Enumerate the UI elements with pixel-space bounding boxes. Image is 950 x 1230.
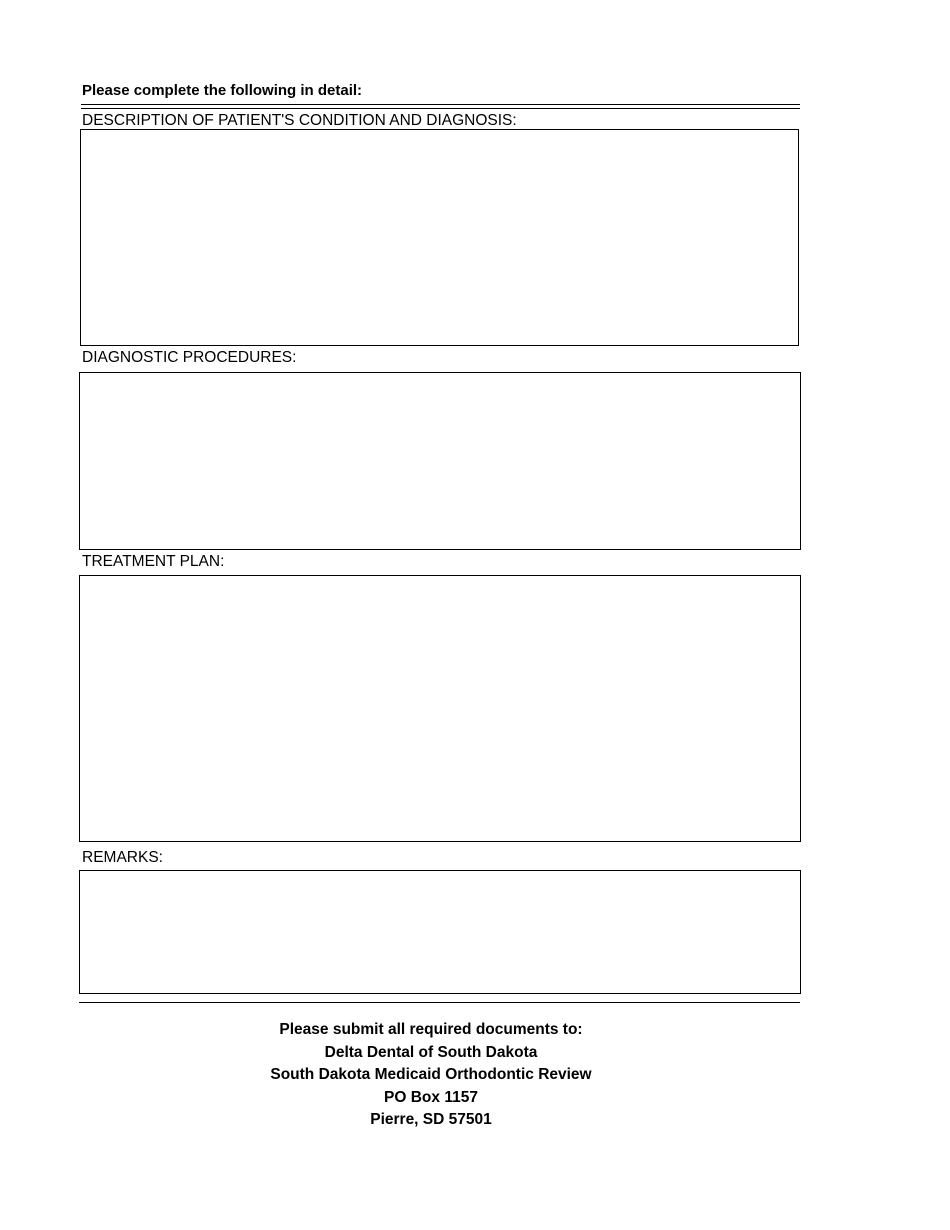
submit-instruction: Please submit all required documents to: (279, 1021, 583, 1038)
city-state-zip: Pierre, SD 57501 (370, 1111, 492, 1129)
diagnostic-procedures-field[interactable] (79, 372, 801, 550)
footer-divider (79, 1002, 800, 1003)
form-instruction: Please complete the following in detail: (82, 82, 363, 99)
diagnostic-procedures-label: DIAGNOSTIC PROCEDURES: (82, 349, 297, 366)
treatment-plan-field[interactable] (79, 575, 801, 842)
diagnosis-field[interactable] (80, 129, 799, 346)
diagnosis-label: DESCRIPTION OF PATIENT'S CONDITION AND DIAGNOSIS: (82, 112, 517, 129)
submission-address (140, 1019, 722, 1132)
po-box: PO Box 1157 (384, 1088, 478, 1106)
remarks-label: REMARKS: (82, 849, 163, 866)
double-divider (81, 104, 800, 109)
treatment-plan-label: TREATMENT PLAN: (82, 553, 225, 570)
program-name: South Dakota Medicaid Orthodontic Review (270, 1066, 592, 1084)
company-name: Delta Dental of South Dakota (324, 1043, 538, 1061)
remarks-field[interactable] (79, 870, 801, 994)
